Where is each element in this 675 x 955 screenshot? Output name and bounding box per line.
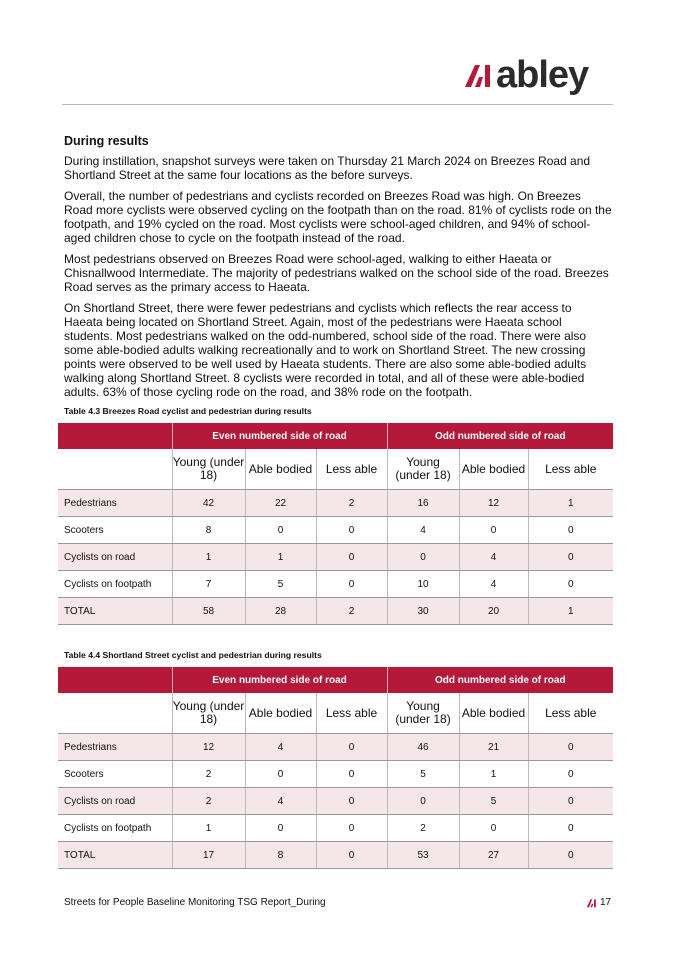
table-cell: 1 [528, 598, 613, 625]
table-cell: 0 [387, 544, 459, 571]
table-cell: 0 [528, 734, 613, 761]
table-row [58, 544, 613, 571]
row-label: Cyclists on footpath [58, 571, 172, 598]
table-cell: 2 [172, 761, 245, 788]
table-cell: 5 [387, 761, 459, 788]
table-cell: 5 [245, 571, 316, 598]
table-cell: 7 [172, 571, 245, 598]
table-cell: 30 [387, 598, 459, 625]
table-caption: Table 4.4 Shortland Street cyclist and pedestrian during results [64, 650, 322, 660]
table-cell: 0 [316, 815, 387, 842]
column-header: Young (under 18) [172, 693, 245, 734]
paragraph: Overall, the number of pedestrians and cyclists recorded on Breezes Road was high. On Breezes Road more cyclists were observed cycling on the footpath than on the road. 81% of cyclists rode on the footpath, and 19% cycled on the road. Most cyclists were school-aged children, and 94% of school-aged children chose to cycle on the footpath instead of the road. [64, 189, 612, 245]
column-header: Able bodied [459, 693, 528, 734]
section-heading: During results [64, 134, 149, 148]
table-cell: 58 [172, 598, 245, 625]
column-header: Less able [528, 449, 613, 490]
shortland-street-table [58, 667, 613, 869]
column-header: Able bodied [459, 449, 528, 490]
paragraph: Most pedestrians observed on Breezes Road were school-aged, walking to either Haeata or Chisnallwood Intermediate. The majority of pedestrians walked on the school side of the road. Breezes Road serves as the primary access to Haeata. [64, 252, 609, 294]
table-cell: 2 [316, 598, 387, 625]
table-cell: 28 [245, 598, 316, 625]
table-cell: 1 [245, 544, 316, 571]
table-cell: 8 [172, 517, 245, 544]
table-cell: 0 [316, 842, 387, 869]
table-cell: 0 [245, 815, 316, 842]
table-cell: 2 [316, 490, 387, 517]
column-header-blank [58, 449, 172, 490]
row-label: Cyclists on footpath [58, 815, 172, 842]
row-label: Pedestrians [58, 490, 172, 517]
table-cell: 10 [387, 571, 459, 598]
table-cell: 1 [528, 490, 613, 517]
table-cell: 0 [316, 788, 387, 815]
header-divider [62, 104, 613, 105]
column-header: Young (under 18) [387, 449, 459, 490]
table-corner [58, 423, 172, 449]
column-header: Young (under 18) [172, 449, 245, 490]
row-label: Cyclists on road [58, 544, 172, 571]
table-cell: 0 [316, 761, 387, 788]
column-header: Able bodied [245, 449, 316, 490]
table-cell: 1 [459, 761, 528, 788]
row-label: Scooters [58, 761, 172, 788]
table-cell: 0 [528, 788, 613, 815]
abley-mark-icon [586, 898, 597, 908]
table-cell: 17 [172, 842, 245, 869]
table-cell: 0 [528, 571, 613, 598]
table-cell: 20 [459, 598, 528, 625]
row-label: TOTAL [58, 598, 172, 625]
table-row [58, 571, 613, 598]
table-cell: 53 [387, 842, 459, 869]
table-cell: 1 [172, 815, 245, 842]
row-label: TOTAL [58, 842, 172, 869]
table-row-total [58, 842, 613, 869]
logo-wordmark: abley [496, 54, 589, 96]
table-cell: 21 [459, 734, 528, 761]
table-cell: 2 [172, 788, 245, 815]
table-corner [58, 667, 172, 693]
table-cell: 0 [316, 544, 387, 571]
table-cell: 4 [459, 544, 528, 571]
column-header: Less able [316, 693, 387, 734]
column-header: Able bodied [245, 693, 316, 734]
table-cell: 0 [528, 544, 613, 571]
row-label: Cyclists on road [58, 788, 172, 815]
table-cell: 0 [528, 761, 613, 788]
table-cell: 0 [245, 517, 316, 544]
table-cell: 8 [245, 842, 316, 869]
section-body [64, 134, 612, 406]
abley-mark-icon [463, 61, 493, 89]
table-cell: 0 [528, 517, 613, 544]
abley-logo [463, 56, 588, 94]
table-caption: Table 4.3 Breezes Road cyclist and pedestrian during results [64, 406, 312, 416]
column-header: Less able [316, 449, 387, 490]
table-cell: 0 [528, 842, 613, 869]
paragraph: On Shortland Street, there were fewer pedestrians and cyclists which reflects the rear access to Haeata being located on Shortland Street. Again, most of the pedestrians were Haeata school students. Most pedestrians walked on the odd-numbered, school side of the road. There were also some able-bodied adults walking recreationally and to work on Shortland Street. The new crossing points were observed to be well used by Haeata students. There are also some able-bodied adults walking along Shortland Street. 8 cyclists were recorded in total, and all of these were able-bodied adults. 63% of those cycling rode on the road, and 38% rode on the footpath. [64, 301, 587, 399]
column-header: Young (under 18) [387, 693, 459, 734]
table-cell: 4 [245, 734, 316, 761]
footer-title: Streets for People Baseline Monitoring TSG Report_During [64, 897, 326, 908]
table-cell: 2 [387, 815, 459, 842]
table-cell: 42 [172, 490, 245, 517]
table-row [58, 761, 613, 788]
table-row-total [58, 598, 613, 625]
group-header-odd: Odd numbered side of road [387, 667, 613, 693]
table-row [58, 734, 613, 761]
column-header: Less able [528, 693, 613, 734]
table-cell: 0 [459, 517, 528, 544]
table-cell: 4 [245, 788, 316, 815]
table-cell: 0 [459, 815, 528, 842]
table-cell: 0 [387, 788, 459, 815]
table-cell: 16 [387, 490, 459, 517]
footer-page [586, 897, 611, 908]
table-cell: 22 [245, 490, 316, 517]
table-cell: 27 [459, 842, 528, 869]
table-cell: 12 [172, 734, 245, 761]
table-cell: 5 [459, 788, 528, 815]
table-cell: 0 [316, 571, 387, 598]
table-row [58, 815, 613, 842]
table-cell: 12 [459, 490, 528, 517]
group-header-even: Even numbered side of road [172, 667, 387, 693]
table-row [58, 517, 613, 544]
paragraph: During instillation, snapshot surveys were taken on Thursday 21 March 2024 on Breezes Road and Shortland Street at the same four locations as the before surveys. [64, 154, 591, 182]
table-cell: 0 [316, 734, 387, 761]
table-row [58, 490, 613, 517]
breezes-road-table [58, 423, 613, 625]
table-row [58, 788, 613, 815]
page-number: 17 [600, 897, 612, 908]
table-cell: 4 [387, 517, 459, 544]
table-cell: 1 [172, 544, 245, 571]
group-header-even: Even numbered side of road [172, 423, 387, 449]
table-cell: 0 [245, 761, 316, 788]
row-label: Scooters [58, 517, 172, 544]
column-header-blank [58, 693, 172, 734]
table-cell: 4 [459, 571, 528, 598]
group-header-odd: Odd numbered side of road [387, 423, 613, 449]
table-cell: 46 [387, 734, 459, 761]
table-cell: 0 [316, 517, 387, 544]
table-cell: 0 [528, 815, 613, 842]
row-label: Pedestrians [58, 734, 172, 761]
